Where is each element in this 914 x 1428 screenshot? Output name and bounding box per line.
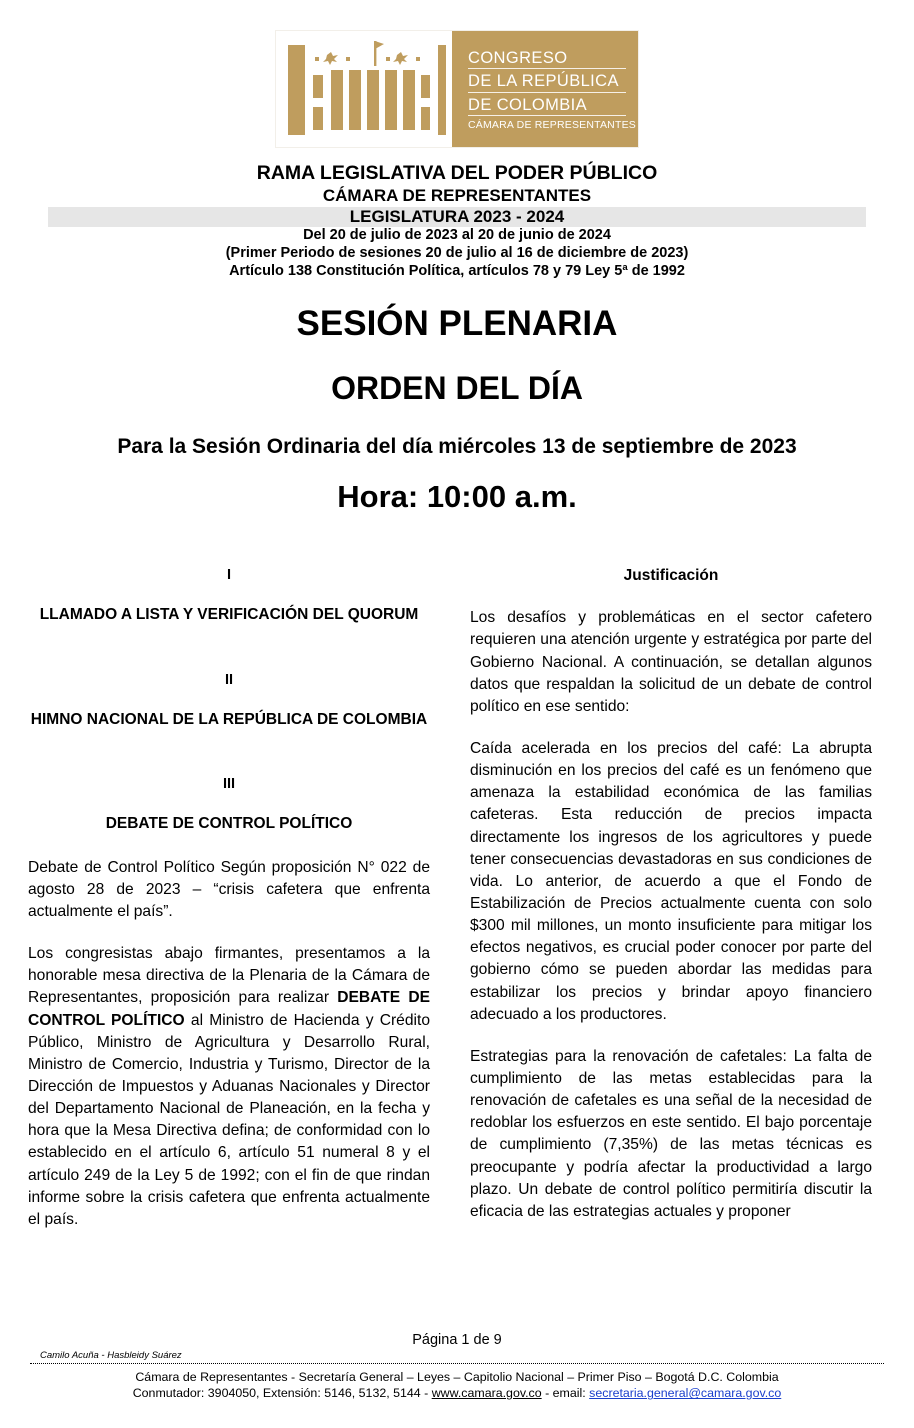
right-column: [470, 567, 872, 1251]
capitol-building-icon: [276, 31, 452, 147]
title-sesion-plenaria: SESIÓN PLENARIA: [296, 304, 618, 344]
header-primer-periodo: (Primer Periodo de sesiones 20 de julio al 16 de diciembre de 2023): [225, 244, 689, 261]
logo-line-congreso: CONGRESO: [468, 50, 626, 70]
paragraph-desafios: Los desafíos y problemáticas en el sector cafetero requieren una atención urgente y estratégica por parte del Gobierno Nacional. A continuación, se detallan algunos datos que respaldan la solicitud de un debate de control político en ese sentido:: [470, 609, 872, 715]
agenda-numeral-2: II: [224, 671, 234, 688]
header-articulo-referencia: Artículo 138 Constitución Política, artículos 78 y 79 Ley 5ª de 1992: [229, 262, 685, 279]
title-orden-del-dia: ORDEN DEL DÍA: [331, 370, 583, 407]
document-header: [0, 162, 914, 280]
subtitle-hora: Hora: 10:00 a.m.: [337, 479, 577, 515]
paragraph-caida-precios: Caída acelerada en los precios del café: La abrupta disminución en los precios del café es un fenómeno que amenaza la estabilidad económica de las familias cafeteras. Esta reducción de precios impacta directamente los ingresos de los agricultores y puede tener consecuencias devastadoras en sus condiciones de vida. Lo anterior, de acuerdo a que el Fondo de Estabilización de Precios actualmente cuenta con solo $300 mil millones, un monto insuficiente para mitigar los efectos negativos, es crucial poder conocer por parte del gobierno cómo se pueden abordar las medidas para estabilizar los precios y brindar apoyo financiero adecuado a los productores.: [470, 740, 872, 1023]
footer-address: Cámara de Representantes - Secretaría General – Leyes – Capitolio Nacional – Primer Piso – Bogotá D.C. Colombia: [135, 1369, 779, 1384]
subtitle-sesion-ordinaria: Para la Sesión Ordinaria del día miércoles 13 de septiembre de 2023: [117, 435, 797, 459]
logo-line-camara: CÁMARA DE REPRESENTANTES: [468, 119, 636, 131]
paragraph-proposicion: Debate de Control Político Según proposición N° 022 de agosto 28 de 2023 – “crisis cafetera que enfrenta actualmente el país”.: [28, 858, 430, 920]
capitol-columns-graphic: [282, 37, 446, 141]
document-footer: [0, 1332, 914, 1428]
footer-spacer: [0, 1402, 914, 1428]
agenda-item-himno-nacional: HIMNO NACIONAL DE LA REPÚBLICA DE COLOMBIA: [30, 710, 428, 728]
footer-signature: Camilo Acuña - Hasbleidy Suárez: [40, 1349, 182, 1361]
two-column-body: [0, 567, 914, 1251]
congress-logo: [275, 30, 639, 148]
agenda-numeral-3: III: [222, 776, 236, 793]
left-column: [28, 567, 430, 1251]
logo-wordmark: [452, 31, 638, 147]
footer-website-link[interactable]: www.camara.gov.co: [431, 1386, 542, 1401]
logo-line-colombia: DE COLOMBIA: [468, 97, 626, 117]
page-number: Página 1 de 9: [412, 1331, 502, 1348]
footer-contact-mid: - email:: [541, 1386, 590, 1401]
footer-contact-prefix: Conmutador: 3904050, Extensión: 5146, 5132, 5144 -: [132, 1386, 432, 1401]
paragraph-congresistas-part-a: Los congresistas abajo firmantes, presentamos a la honorable mesa directiva de la Plenaria de la Cámara de Representantes, proposición para realizar: [28, 945, 430, 1007]
footer-divider: [30, 1363, 884, 1364]
agenda-item-llamado-a-lista: LLAMADO A LISTA Y VERIFICACIÓN DEL QUORUM: [39, 606, 419, 624]
footer-contact: [0, 1385, 914, 1402]
document-titles: [0, 304, 914, 515]
paragraph-congresistas-emphasis: DEBATE DE CONTROL POLÍTICO: [28, 989, 430, 1029]
logo-line-republica: DE LA REPÚBLICA: [468, 73, 626, 93]
header-camara-representantes: CÁMARA DE REPRESENTANTES: [322, 185, 592, 205]
logo-container: [0, 0, 914, 148]
heading-justificacion: Justificación: [623, 567, 719, 585]
paragraph-congresistas: [28, 943, 430, 1231]
header-rama-legislativa: RAMA LEGISLATIVA DEL PODER PÚBLICO: [256, 162, 658, 184]
paragraph-congresistas-part-b: al Ministro de Hacienda y Crédito Público, Ministro de Agricultura y Desarrollo Rural, Ministro de Comercio, Industria y Turismo, Director de la Dirección de Impuestos y Aduanas Nacionales y Director del Departamento Nacional de Planeación, en la fecha y hora que la Mesa Directiva defina; de conformidad con lo establecido en el artículo 6, artículo 51 numeral 8 y el artículo 249 de la Ley 5 de 1992; con el fin de que rindan informe sobre la crisis cafetera que enfrenta actualmente el país.: [28, 1011, 431, 1228]
header-periodo-fechas: Del 20 de julio de 2023 al 20 de junio de 2024: [303, 227, 611, 244]
paragraph-estrategias-renovacion: Estrategias para la renovación de cafetales: La falta de cumplimiento de las metas establecidas para la renovación de cafetales es una señal de la necesidad de redoblar los esfuerzos en este sentido. El bajo porcentaje de cumplimiento (7,35%) de las metas técnicas es preocupante y podría afectar la productividad a largo plazo. Un debate de control político permitiría discutir la eficacia de las estrategias actuales y proponer: [470, 1047, 872, 1220]
agenda-item-debate-control-politico: DEBATE DE CONTROL POLÍTICO: [105, 815, 353, 833]
agenda-numeral-1: I: [226, 567, 232, 584]
header-legislatura: LEGISLATURA 2023 - 2024: [48, 207, 866, 228]
footer-email-link[interactable]: secretaria.general@camara.gov.co: [589, 1386, 782, 1401]
